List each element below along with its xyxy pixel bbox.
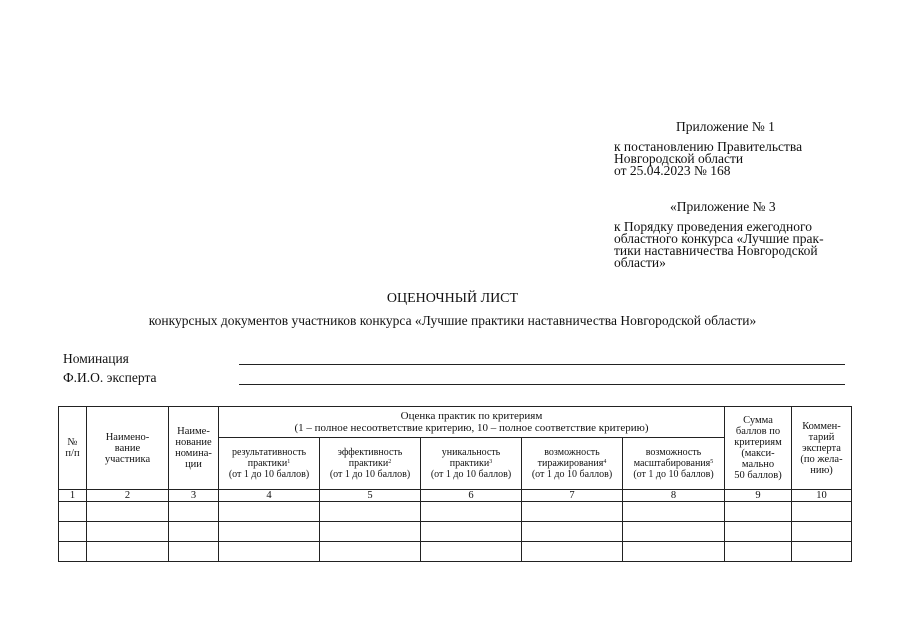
table-cell: [522, 522, 623, 542]
table-cell: [725, 522, 792, 542]
table-cell: [87, 502, 169, 522]
sheet-subheading: конкурсных документов участников конкурса «Лучшие практики наставничества Новгородской области»: [148, 313, 757, 328]
table-cell: [421, 502, 522, 522]
table-cell: [59, 522, 87, 542]
criterion-effectiveness-result: результативность практики$^1$ (от 1 до 10 баллов): [219, 438, 320, 490]
nomination-label: Номинация: [63, 351, 129, 366]
expert-line: [239, 384, 845, 385]
criterion-replication: возможность тиражирования$^4$ (от 1 до 10 баллов): [522, 438, 623, 490]
evaluation-table: [58, 406, 852, 562]
appendix3-line-1: к Порядку проведения ежегодного: [614, 219, 812, 234]
table-cell: [59, 502, 87, 522]
table-cell: [792, 522, 852, 542]
column-number: 5: [320, 490, 421, 502]
header-number: № п/п: [59, 407, 87, 490]
table-cell: [522, 542, 623, 562]
column-number: 3: [169, 490, 219, 502]
table-row: [59, 502, 852, 522]
expert-field: [63, 370, 845, 386]
appendix1-line-2: Новгородской области: [614, 151, 744, 166]
appendix1-line-1: к постановлению Правительства: [614, 139, 803, 154]
table-cell: [169, 502, 219, 522]
header-comment: Коммен- тарий эксперта (по жела- нию): [792, 407, 852, 490]
table-cell: [320, 502, 421, 522]
table-cell: [623, 542, 725, 562]
appendix1-title: Приложение № 1: [676, 119, 775, 134]
criterion-efficiency: эффективность практики$^2$ (от 1 до 10 баллов): [320, 438, 421, 490]
sheet-heading: ОЦЕНОЧНЫЙ ЛИСТ: [386, 291, 519, 306]
table-cell: [421, 542, 522, 562]
column-number: 2: [87, 490, 169, 502]
table-cell: [792, 542, 852, 562]
header-nomination: Наиме- нование номина- ции: [169, 407, 219, 490]
table-row: [59, 542, 852, 562]
header-criteria: Оценка практик по критериям (1 – полное несоответствие критерию, 10 – полное соответствие критерию): [219, 407, 725, 438]
table-cell: [219, 542, 320, 562]
table-cell: [219, 522, 320, 542]
column-number: 6: [421, 490, 522, 502]
criterion-uniqueness: уникальность практики$^3$ (от 1 до 10 баллов): [421, 438, 522, 490]
column-number: 4: [219, 490, 320, 502]
table-cell: [623, 522, 725, 542]
table-cell: [792, 502, 852, 522]
appendix3-line-3: тики наставничества Новгородской: [614, 243, 818, 258]
nomination-line: [239, 364, 845, 365]
table-cell: [320, 542, 421, 562]
nomination-field: [63, 351, 845, 367]
table-cell: [725, 542, 792, 562]
header-sum: Сумма баллов по критериям (макси- мально 50 баллов): [725, 407, 792, 490]
header-participant: Наимено- вание участника: [87, 407, 169, 490]
table-cell: [169, 522, 219, 542]
table-cell: [87, 522, 169, 542]
column-number: 10: [792, 490, 852, 502]
column-number: 9: [725, 490, 792, 502]
appendix3-line-4: области»: [614, 255, 666, 270]
appendix3-title: «Приложение № 3: [670, 199, 776, 214]
column-numbers-row: [59, 490, 852, 502]
table-cell: [522, 502, 623, 522]
column-number: 1: [59, 490, 87, 502]
table-cell: [219, 502, 320, 522]
criterion-scaling: возможность масштабирования$^5$ (от 1 до 10 баллов): [623, 438, 725, 490]
column-number: 8: [623, 490, 725, 502]
appendix3-line-2: областного конкурса «Лучшие прак-: [614, 231, 824, 246]
expert-label: Ф.И.О. эксперта: [63, 370, 157, 385]
table-row: [59, 522, 852, 542]
table-cell: [59, 542, 87, 562]
table-cell: [320, 522, 421, 542]
table-cell: [421, 522, 522, 542]
table-cell: [87, 542, 169, 562]
appendix1-line-3: от 25.04.2023 № 168: [614, 163, 731, 178]
table-cell: [623, 502, 725, 522]
table-cell: [169, 542, 219, 562]
column-number: 7: [522, 490, 623, 502]
table-cell: [725, 502, 792, 522]
